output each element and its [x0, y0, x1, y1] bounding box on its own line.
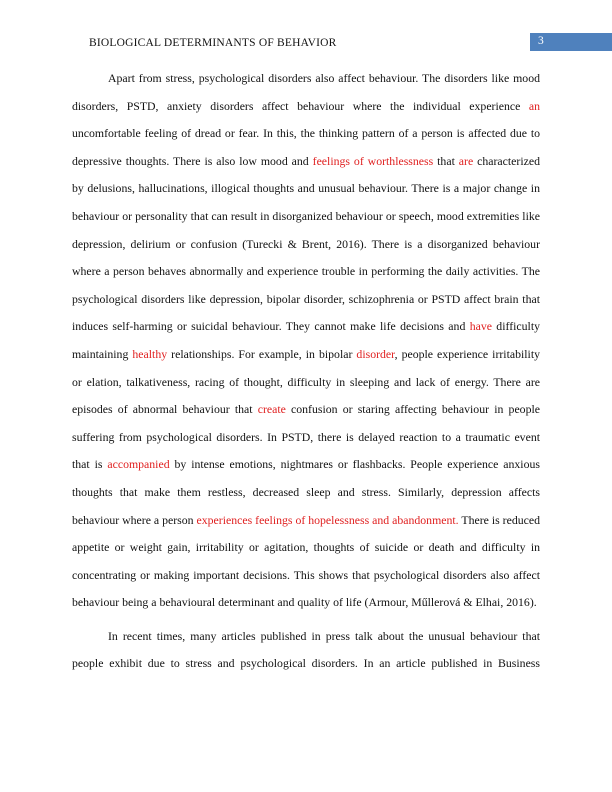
running-head: BIOLOGICAL DETERMINANTS OF BEHAVIOR	[89, 37, 337, 49]
highlighted-text: an	[528, 98, 540, 113]
text-run: difficulty maintaining	[72, 319, 540, 361]
text-run: There is reduced appetite or weight gain, irritability or agitation, thoughts of suicide or death and difficulty in concentrating or making important decisions. This shows that psychological disorders also affect behaviour being a behavioural determinant and quality of life (Armour, Műllerová & Elhai, 2016).	[72, 512, 540, 610]
page-number-tab	[530, 33, 612, 51]
page-number: 3	[538, 35, 544, 47]
text-run: by intense emotions, nightmares or flashbacks. People experience anxious thoughts that make them restless, decreased sleep and stress. Similarly, depression affects behaviour where a person	[72, 457, 540, 527]
text-run: that	[433, 153, 459, 168]
body-text	[72, 65, 540, 678]
paragraph-2	[72, 623, 540, 678]
paragraph-1	[72, 65, 540, 617]
text-run: confusion or staring affecting behaviour in people suffering from psychological disorders. In PSTD, there is delayed reaction to a traumatic event that is	[72, 402, 540, 472]
highlighted-text: healthy	[132, 346, 168, 361]
highlighted-text: feelings of worthlessness	[312, 153, 434, 168]
highlighted-text: disorder	[356, 346, 395, 361]
highlighted-text: accompanied	[107, 457, 170, 472]
highlighted-text: experiences feelings of hopelessness and abandonment.	[196, 512, 459, 527]
text-run: relationships. For example, in bipolar	[167, 346, 357, 361]
text-run: Apart from stress, psychological disorders also affect behaviour. The disorders like mood disorders, PSTD, anxiety disorders affect behaviour where the individual experience	[72, 71, 540, 113]
text-run: characterized by delusions, hallucinations, illogical thoughts and unusual behaviour. There is a major change in behaviour or personality that can result in disorganized behaviour or speech, mood extremities like depression, delirium or confusion (Turecki & Brent, 2016). There is a disorganized behaviour where a person behaves abnormally and experience trouble in performing the daily activities. The psychological disorders like depression, bipolar disorder, schizophrenia or PSTD affect brain that induces self-harming or suicidal behaviour. They cannot make life decisions and	[72, 153, 540, 334]
text-run: In recent times, many articles published in press talk about the unusual behaviour that people exhibit due to stress and psychological disorders. In an article published in Business	[72, 628, 540, 671]
highlighted-text: have	[469, 319, 492, 334]
text-run: , people experience irritability or elation, talkativeness, racing of thought, difficulty in sleeping and lack of energy. There are episodes of abnormal behaviour that	[72, 346, 540, 417]
highlighted-text: are	[458, 153, 474, 168]
highlighted-text: create	[257, 402, 286, 417]
text-run: uncomfortable feeling of dread or fear. In this, the thinking pattern of a person is affected due to depressive thoughts. There is also low mood and	[72, 126, 540, 168]
